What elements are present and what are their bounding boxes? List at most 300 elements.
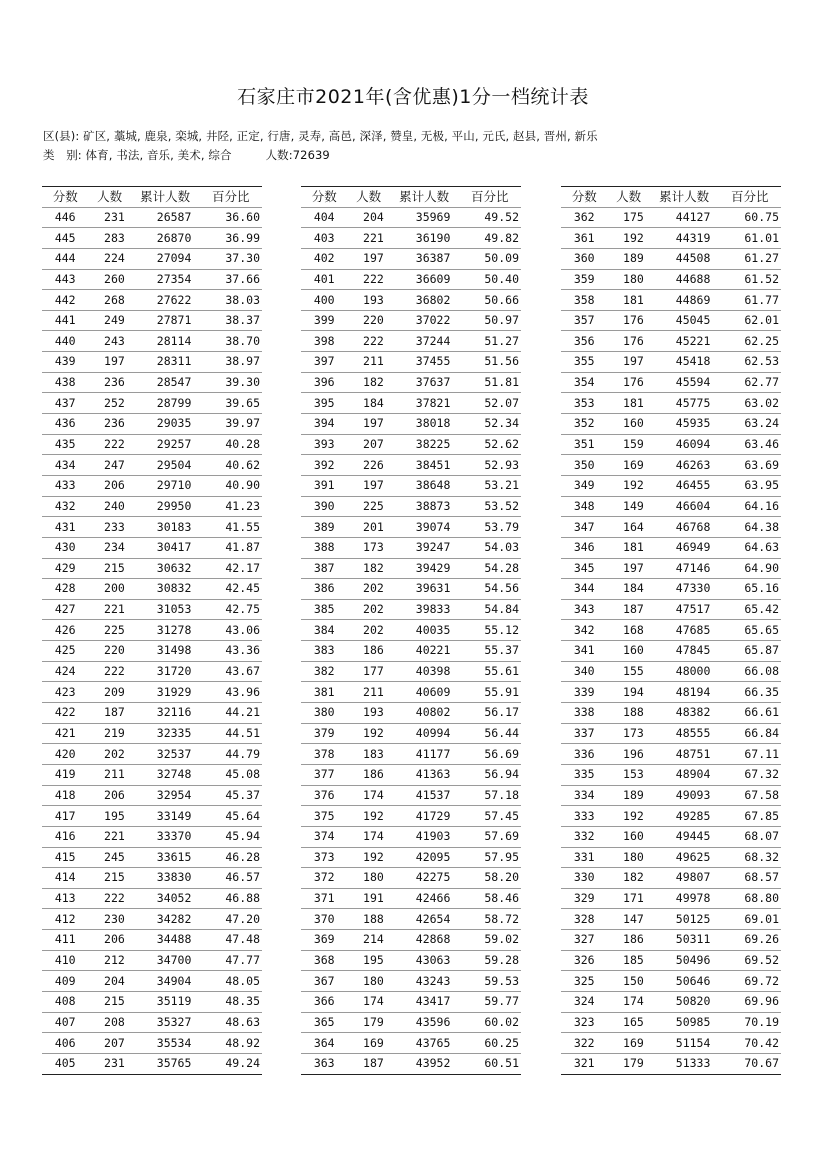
cell-score: 418 <box>42 785 88 806</box>
cell-cumulative: 45221 <box>650 331 719 352</box>
cell-percent: 62.53 <box>718 352 781 373</box>
cell-cumulative: 32116 <box>131 703 200 724</box>
cell-count: 195 <box>88 806 130 827</box>
table-row <box>561 310 781 331</box>
cell-score: 424 <box>42 661 88 682</box>
cell-cumulative: 40221 <box>390 641 459 662</box>
cell-cumulative: 33615 <box>131 847 200 868</box>
table-row <box>561 269 781 290</box>
cell-score: 345 <box>561 558 607 579</box>
cell-cumulative: 36802 <box>390 290 459 311</box>
cell-percent: 48.35 <box>199 991 262 1012</box>
cell-score: 366 <box>301 991 347 1012</box>
table-row <box>42 558 262 579</box>
cell-cumulative: 43417 <box>390 991 459 1012</box>
cell-percent: 64.16 <box>718 496 781 517</box>
cell-count: 222 <box>347 269 389 290</box>
cell-score: 370 <box>301 909 347 930</box>
cell-percent: 68.57 <box>718 868 781 889</box>
cell-score: 397 <box>301 352 347 373</box>
table-row <box>42 517 262 538</box>
cell-percent: 65.87 <box>718 641 781 662</box>
page-title: 石家庄市2021年(含优惠)1分一档统计表 <box>237 86 589 108</box>
cell-percent: 68.32 <box>718 847 781 868</box>
cell-score: 400 <box>301 290 347 311</box>
cell-percent: 38.97 <box>199 352 262 373</box>
cell-cumulative: 40802 <box>390 703 459 724</box>
cell-score: 414 <box>42 868 88 889</box>
cell-cumulative: 45775 <box>650 393 719 414</box>
table-row <box>561 599 781 620</box>
table-row <box>42 248 262 269</box>
header-percent: 百分比 <box>718 187 781 208</box>
cell-cumulative: 30632 <box>131 558 200 579</box>
cell-score: 387 <box>301 558 347 579</box>
cell-score: 353 <box>561 393 607 414</box>
cell-count: 160 <box>607 641 649 662</box>
cell-count: 147 <box>607 909 649 930</box>
table-row <box>301 930 521 951</box>
cell-percent: 66.84 <box>718 723 781 744</box>
cell-count: 187 <box>88 703 130 724</box>
cell-count: 207 <box>347 434 389 455</box>
cell-count: 245 <box>88 847 130 868</box>
cell-percent: 62.01 <box>718 310 781 331</box>
cell-count: 192 <box>347 847 389 868</box>
table-row <box>42 228 262 249</box>
cell-count: 197 <box>347 475 389 496</box>
cell-count: 204 <box>88 971 130 992</box>
cell-score: 433 <box>42 475 88 496</box>
table-row <box>42 496 262 517</box>
cell-cumulative: 49807 <box>650 868 719 889</box>
cell-count: 155 <box>607 661 649 682</box>
cell-score: 343 <box>561 599 607 620</box>
cell-percent: 36.60 <box>199 207 262 228</box>
cell-count: 231 <box>88 1053 130 1074</box>
table-row <box>42 971 262 992</box>
cell-score: 349 <box>561 475 607 496</box>
cell-cumulative: 31929 <box>131 682 200 703</box>
cell-percent: 45.08 <box>199 764 262 785</box>
header-score: 分数 <box>301 187 347 208</box>
table-row <box>42 372 262 393</box>
table-row <box>561 558 781 579</box>
header-percent: 百分比 <box>458 187 521 208</box>
cell-count: 191 <box>347 888 389 909</box>
cell-score: 328 <box>561 909 607 930</box>
cell-cumulative: 47845 <box>650 641 719 662</box>
cell-count: 221 <box>88 599 130 620</box>
table-row <box>301 1012 521 1033</box>
cell-count: 197 <box>607 558 649 579</box>
table-row <box>561 991 781 1012</box>
cell-cumulative: 43596 <box>390 1012 459 1033</box>
cell-count: 206 <box>88 475 130 496</box>
cell-percent: 51.56 <box>458 352 521 373</box>
header-score: 分数 <box>561 187 607 208</box>
cell-percent: 36.99 <box>199 228 262 249</box>
cell-count: 181 <box>607 290 649 311</box>
cell-score: 358 <box>561 290 607 311</box>
cell-cumulative: 46263 <box>650 455 719 476</box>
table-row <box>561 517 781 538</box>
cell-percent: 51.81 <box>458 372 521 393</box>
cell-count: 192 <box>347 806 389 827</box>
cell-percent: 43.96 <box>199 682 262 703</box>
table-row <box>561 537 781 558</box>
cell-score: 408 <box>42 991 88 1012</box>
total-count: 人数:72639 <box>265 148 330 162</box>
cell-cumulative: 36190 <box>390 228 459 249</box>
table-row <box>301 434 521 455</box>
cell-score: 427 <box>42 599 88 620</box>
table-row <box>42 331 262 352</box>
cell-count: 221 <box>347 228 389 249</box>
cell-score: 407 <box>42 1012 88 1033</box>
cell-cumulative: 38648 <box>390 475 459 496</box>
cell-count: 211 <box>88 764 130 785</box>
cell-cumulative: 35765 <box>131 1053 200 1074</box>
cell-cumulative: 26587 <box>131 207 200 228</box>
cell-score: 390 <box>301 496 347 517</box>
cell-percent: 62.25 <box>718 331 781 352</box>
cell-percent: 57.18 <box>458 785 521 806</box>
cell-count: 192 <box>347 723 389 744</box>
table-row <box>301 826 521 847</box>
cell-percent: 63.95 <box>718 475 781 496</box>
table-row <box>561 352 781 373</box>
cell-score: 403 <box>301 228 347 249</box>
cell-cumulative: 42275 <box>390 868 459 889</box>
cell-score: 440 <box>42 331 88 352</box>
cell-percent: 54.03 <box>458 537 521 558</box>
table-row <box>561 331 781 352</box>
cell-count: 182 <box>347 372 389 393</box>
cell-cumulative: 33830 <box>131 868 200 889</box>
cell-percent: 52.07 <box>458 393 521 414</box>
table-row <box>561 847 781 868</box>
cell-percent: 44.51 <box>199 723 262 744</box>
cell-cumulative: 31053 <box>131 599 200 620</box>
table-row <box>561 1053 781 1074</box>
cell-cumulative: 43765 <box>390 1033 459 1054</box>
category-list: 类 别: 体育, 书法, 音乐, 美术, 综合 <box>43 148 232 162</box>
cell-cumulative: 38018 <box>390 414 459 435</box>
cell-score: 380 <box>301 703 347 724</box>
cell-percent: 49.24 <box>199 1053 262 1074</box>
cell-cumulative: 48382 <box>650 703 719 724</box>
cell-score: 325 <box>561 971 607 992</box>
cell-percent: 59.77 <box>458 991 521 1012</box>
cell-cumulative: 41537 <box>390 785 459 806</box>
score-table-2 <box>301 186 521 1075</box>
cell-percent: 43.06 <box>199 620 262 641</box>
cell-score: 413 <box>42 888 88 909</box>
cell-count: 180 <box>347 971 389 992</box>
table-row <box>42 930 262 951</box>
table-row <box>42 723 262 744</box>
cell-score: 321 <box>561 1053 607 1074</box>
cell-percent: 70.67 <box>718 1053 781 1074</box>
cell-count: 182 <box>347 558 389 579</box>
cell-percent: 54.84 <box>458 599 521 620</box>
cell-score: 416 <box>42 826 88 847</box>
cell-count: 234 <box>88 537 130 558</box>
table-row <box>561 723 781 744</box>
cell-score: 384 <box>301 620 347 641</box>
cell-score: 404 <box>301 207 347 228</box>
cell-cumulative: 29035 <box>131 414 200 435</box>
cell-cumulative: 27871 <box>131 310 200 331</box>
table-row <box>301 682 521 703</box>
cell-cumulative: 42654 <box>390 909 459 930</box>
table-row <box>561 909 781 930</box>
cell-count: 188 <box>347 909 389 930</box>
cell-score: 339 <box>561 682 607 703</box>
cell-percent: 37.30 <box>199 248 262 269</box>
cell-percent: 50.97 <box>458 310 521 331</box>
cell-score: 344 <box>561 579 607 600</box>
cell-score: 379 <box>301 723 347 744</box>
cell-percent: 56.17 <box>458 703 521 724</box>
cell-cumulative: 45045 <box>650 310 719 331</box>
cell-score: 333 <box>561 806 607 827</box>
cell-score: 337 <box>561 723 607 744</box>
cell-score: 420 <box>42 744 88 765</box>
cell-percent: 49.82 <box>458 228 521 249</box>
cell-percent: 46.57 <box>199 868 262 889</box>
cell-score: 346 <box>561 537 607 558</box>
cell-count: 200 <box>88 579 130 600</box>
cell-percent: 55.12 <box>458 620 521 641</box>
cell-count: 220 <box>88 641 130 662</box>
cell-count: 173 <box>347 537 389 558</box>
table-row <box>42 703 262 724</box>
cell-score: 438 <box>42 372 88 393</box>
cell-cumulative: 44688 <box>650 269 719 290</box>
cell-count: 202 <box>347 579 389 600</box>
cell-score: 439 <box>42 352 88 373</box>
cell-score: 437 <box>42 393 88 414</box>
cell-percent: 38.03 <box>199 290 262 311</box>
cell-cumulative: 32335 <box>131 723 200 744</box>
district-list: 区(县): 矿区, 藁城, 鹿泉, 栾城, 井陉, 正定, 行唐, 灵寿, 高邑, 深泽, 赞皇, 无极, 平山, 元氏, 赵县, 晋州, 新乐 <box>43 129 598 143</box>
cell-cumulative: 34052 <box>131 888 200 909</box>
table-row <box>301 909 521 930</box>
cell-count: 283 <box>88 228 130 249</box>
cell-percent: 58.72 <box>458 909 521 930</box>
cell-score: 365 <box>301 1012 347 1033</box>
cell-score: 415 <box>42 847 88 868</box>
cell-cumulative: 43243 <box>390 971 459 992</box>
cell-cumulative: 28547 <box>131 372 200 393</box>
cell-score: 367 <box>301 971 347 992</box>
cell-percent: 60.75 <box>718 207 781 228</box>
table-row <box>42 826 262 847</box>
table-row <box>301 393 521 414</box>
cell-score: 402 <box>301 248 347 269</box>
cell-percent: 47.20 <box>199 909 262 930</box>
cell-count: 150 <box>607 971 649 992</box>
cell-percent: 45.64 <box>199 806 262 827</box>
cell-count: 187 <box>607 599 649 620</box>
cell-percent: 67.32 <box>718 764 781 785</box>
table-row <box>42 764 262 785</box>
table-row <box>561 1033 781 1054</box>
cell-cumulative: 33149 <box>131 806 200 827</box>
cell-count: 225 <box>88 620 130 641</box>
cell-count: 252 <box>88 393 130 414</box>
cell-score: 395 <box>301 393 347 414</box>
cell-percent: 42.17 <box>199 558 262 579</box>
cell-count: 175 <box>607 207 649 228</box>
cell-score: 412 <box>42 909 88 930</box>
cell-count: 180 <box>607 847 649 868</box>
cell-cumulative: 46094 <box>650 434 719 455</box>
cell-score: 348 <box>561 496 607 517</box>
table-row <box>42 868 262 889</box>
cell-count: 195 <box>347 950 389 971</box>
cell-cumulative: 33370 <box>131 826 200 847</box>
cell-count: 168 <box>607 620 649 641</box>
cell-cumulative: 50820 <box>650 991 719 1012</box>
cell-score: 446 <box>42 207 88 228</box>
cell-cumulative: 46455 <box>650 475 719 496</box>
cell-cumulative: 30183 <box>131 517 200 538</box>
header-cumulative: 累计人数 <box>131 187 200 208</box>
cell-percent: 45.94 <box>199 826 262 847</box>
cell-cumulative: 37244 <box>390 331 459 352</box>
cell-score: 444 <box>42 248 88 269</box>
cell-percent: 66.08 <box>718 661 781 682</box>
table-row <box>561 455 781 476</box>
table-row <box>301 496 521 517</box>
cell-cumulative: 38451 <box>390 455 459 476</box>
table-row <box>561 930 781 951</box>
cell-percent: 64.90 <box>718 558 781 579</box>
cell-cumulative: 48904 <box>650 764 719 785</box>
cell-count: 202 <box>347 620 389 641</box>
cell-score: 356 <box>561 331 607 352</box>
cell-score: 341 <box>561 641 607 662</box>
cell-percent: 52.34 <box>458 414 521 435</box>
cell-cumulative: 42868 <box>390 930 459 951</box>
cell-percent: 46.88 <box>199 888 262 909</box>
cell-score: 338 <box>561 703 607 724</box>
cell-percent: 70.42 <box>718 1033 781 1054</box>
cell-score: 350 <box>561 455 607 476</box>
table-row <box>301 414 521 435</box>
cell-cumulative: 34282 <box>131 909 200 930</box>
cell-score: 392 <box>301 455 347 476</box>
cell-count: 179 <box>347 1012 389 1033</box>
table-row <box>42 207 262 228</box>
table-row <box>301 331 521 352</box>
header-row <box>42 187 262 208</box>
table-row <box>42 620 262 641</box>
cell-count: 215 <box>88 868 130 889</box>
cell-count: 197 <box>347 248 389 269</box>
cell-cumulative: 37821 <box>390 393 459 414</box>
cell-count: 197 <box>607 352 649 373</box>
cell-count: 202 <box>88 744 130 765</box>
cell-count: 193 <box>347 290 389 311</box>
cell-percent: 41.87 <box>199 537 262 558</box>
cell-cumulative: 39429 <box>390 558 459 579</box>
cell-cumulative: 32537 <box>131 744 200 765</box>
cell-cumulative: 40035 <box>390 620 459 641</box>
cell-cumulative: 47146 <box>650 558 719 579</box>
cell-cumulative: 29710 <box>131 475 200 496</box>
cell-count: 208 <box>88 1012 130 1033</box>
cell-score: 360 <box>561 248 607 269</box>
cell-cumulative: 29950 <box>131 496 200 517</box>
cell-cumulative: 38225 <box>390 434 459 455</box>
cell-count: 176 <box>607 310 649 331</box>
cell-cumulative: 45594 <box>650 372 719 393</box>
table-row <box>301 620 521 641</box>
cell-count: 222 <box>88 661 130 682</box>
cell-score: 361 <box>561 228 607 249</box>
cell-cumulative: 41903 <box>390 826 459 847</box>
cell-count: 268 <box>88 290 130 311</box>
cell-score: 393 <box>301 434 347 455</box>
header-count: 人数 <box>347 187 389 208</box>
header-cumulative: 累计人数 <box>650 187 719 208</box>
cell-score: 394 <box>301 414 347 435</box>
cell-percent: 67.85 <box>718 806 781 827</box>
cell-cumulative: 35327 <box>131 1012 200 1033</box>
table-row <box>561 703 781 724</box>
cell-score: 326 <box>561 950 607 971</box>
cell-score: 352 <box>561 414 607 435</box>
cell-count: 188 <box>607 703 649 724</box>
cell-cumulative: 47685 <box>650 620 719 641</box>
cell-count: 236 <box>88 372 130 393</box>
cell-score: 324 <box>561 991 607 1012</box>
cell-count: 215 <box>88 991 130 1012</box>
cell-score: 386 <box>301 579 347 600</box>
cell-count: 169 <box>347 1033 389 1054</box>
table-row <box>42 475 262 496</box>
cell-score: 441 <box>42 310 88 331</box>
cell-score: 382 <box>301 661 347 682</box>
cell-score: 342 <box>561 620 607 641</box>
cell-count: 186 <box>347 764 389 785</box>
cell-count: 174 <box>347 785 389 806</box>
header-score: 分数 <box>42 187 88 208</box>
table-row <box>561 641 781 662</box>
cell-count: 197 <box>347 414 389 435</box>
cell-count: 184 <box>607 579 649 600</box>
cell-percent: 69.52 <box>718 950 781 971</box>
table-row <box>42 537 262 558</box>
cell-cumulative: 39833 <box>390 599 459 620</box>
cell-count: 247 <box>88 455 130 476</box>
cell-percent: 60.02 <box>458 1012 521 1033</box>
cell-cumulative: 41177 <box>390 744 459 765</box>
cell-cumulative: 51154 <box>650 1033 719 1054</box>
cell-count: 260 <box>88 269 130 290</box>
cell-cumulative: 48000 <box>650 661 719 682</box>
table-row <box>301 991 521 1012</box>
cell-percent: 70.19 <box>718 1012 781 1033</box>
cell-cumulative: 50311 <box>650 930 719 951</box>
cell-cumulative: 37022 <box>390 310 459 331</box>
cell-cumulative: 31720 <box>131 661 200 682</box>
cell-percent: 43.67 <box>199 661 262 682</box>
